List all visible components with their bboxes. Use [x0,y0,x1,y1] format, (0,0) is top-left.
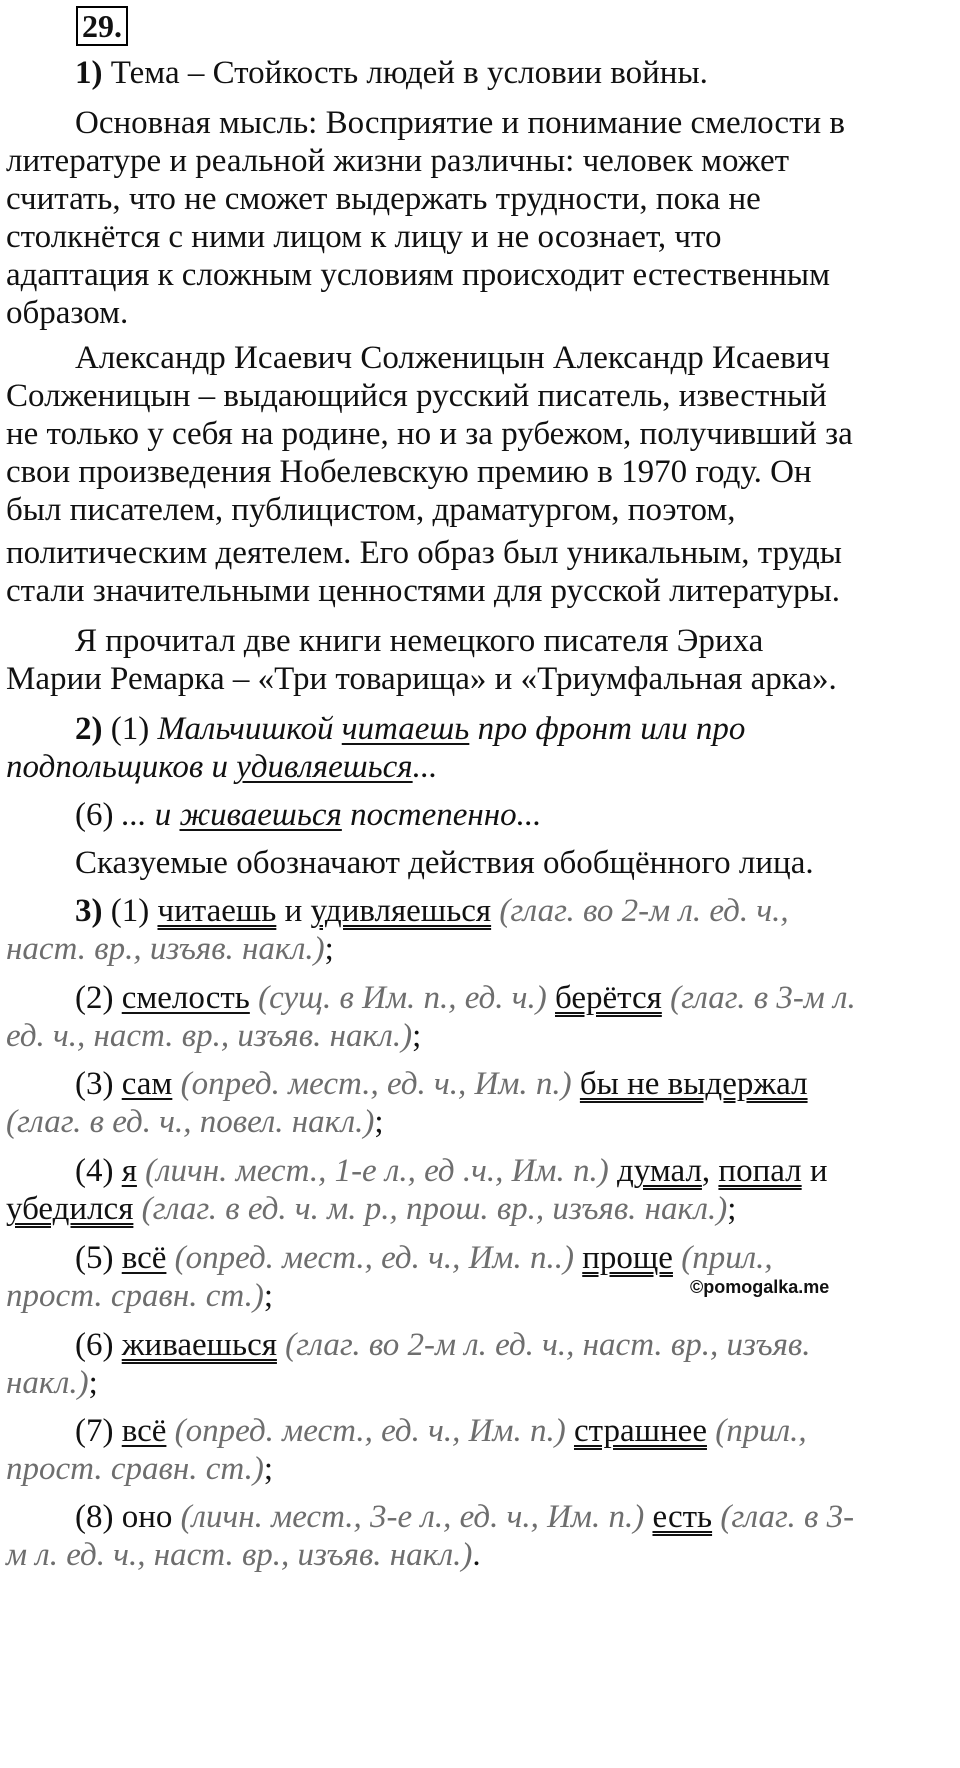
grammar-note: (глаг. в 3-м л. [661,980,856,1016]
parse-item-2-cont: ед. ч., наст. вр., изъяв. накл.); [6,1018,422,1054]
subject: я [121,1153,137,1189]
predicate: проще [582,1240,673,1276]
main-idea-line: литературе и реальной жизни различны: человек может [6,143,790,179]
grammar-note: (личн. мест., 3-е л., ед. ч., Им. п.) [172,1499,653,1535]
predicate: живаешься [179,797,342,833]
predicate: удивляешься [236,749,413,785]
grammar-note: ед. ч., наст. вр., изъяв. накл.) [6,1018,413,1054]
grammar-note: м л. ед. ч., наст. вр., изъяв. накл.) [6,1537,473,1573]
exercise-number: 29. [76,6,128,46]
conclusion-line: Сказуемые обозначают действия обобщённого лица. [75,845,814,881]
predicate: попал [718,1153,802,1189]
predicate: читаешь [157,893,277,929]
author-line: был писателем, публицистом, драматургом, поэтом, [6,492,736,528]
quote-line: (6) ... и живаешься постепенно... [75,797,542,833]
grammar-note: (глаг. во 2-м л. ед. ч., [491,893,789,929]
predicate: живаешься [121,1327,277,1363]
grammar-note: наст. вр., изъяв. накл.) [6,931,325,967]
parse-item-1-cont: наст. вр., изъяв. накл.); [6,931,334,967]
grammar-note: (личн. мест., 1-е л., ед .ч., Им. п.) [136,1153,617,1189]
author-line: не только у себя на родине, но и за рубежом, получивший за [6,416,853,452]
parse-item-8: (8) оно (личн. мест., 3-е л., ед. ч., Им. п.) есть (глаг. в 3- [75,1499,855,1535]
item-label: 3) [75,893,103,929]
main-idea-line: считать, что не сможет выдержать трудности, пока не [6,181,761,217]
main-idea-line: столкнётся с ними лицом к лицу и не осознает, что [6,219,722,255]
grammar-note: (опред. мест., ед. ч., Им. п..) [166,1240,583,1276]
main-idea-line: адаптация к сложным условиям происходит естественным [6,257,830,293]
grammar-note: (опред. мест., ед. ч., Им. п.) [166,1413,574,1449]
author-line: Александр Исаевич Солженицын Александр Исаевич [75,340,831,376]
parse-item-3-cont: (глаг. в ед. ч., повел. накл.); [6,1104,384,1140]
item-label: 1) [75,55,103,91]
predicate: читаешь [341,711,470,747]
grammar-note: (прил., [706,1413,807,1449]
parse-item-6-cont: накл.); [6,1365,98,1401]
books-line: Марии Ремарка – «Три товарища» и «Триумфальная арка». [6,661,837,697]
parse-item-4-cont: убедился (глаг. в ед. ч. м. р., прош. вр., изъяв. накл.); [6,1191,737,1227]
parse-item-5-cont: прост. сравн. ст.); [6,1278,274,1314]
grammar-note: (глаг. в ед. ч. м. р., прош. вр., изъяв. накл.) [133,1191,728,1227]
parse-item-3: (3) сам (опред. мест., ед. ч., Им. п.) бы не выдержал [75,1066,808,1102]
grammar-note: (опред. мест., ед. ч., Им. п.) [172,1066,580,1102]
grammar-note: (глаг. во 2-м л. ед. ч., наст. вр., изъяв. [276,1327,811,1363]
books-line: Я прочитал две книги немецкого писателя Эриха [75,623,764,659]
predicate: бы не выдержал [579,1066,808,1102]
grammar-note: прост. сравн. ст.) [6,1278,264,1314]
grammar-note: (сущ. в Им. п., ед. ч.) [249,980,556,1016]
parse-item-1: 3) (1) читаешь и удивляешься (глаг. во 2-м л. ед. ч., [75,893,789,929]
predicate: думал [617,1153,702,1189]
theme-text: Тема – Стойкость людей в условии войны. [102,55,708,91]
grammar-note: (прил., [672,1240,773,1276]
author-line: политическим деятелем. Его образ был уникальным, труды [6,535,842,571]
parse-item-4: (4) я (личн. мест., 1-е л., ед .ч., Им. п.) думал, попал и [75,1153,828,1189]
grammar-note: накл.) [6,1365,89,1401]
parse-item-8-cont: м л. ед. ч., наст. вр., изъяв. накл.). [6,1537,481,1573]
subject: смелость [121,980,250,1016]
main-idea-line: образом. [6,295,129,331]
subject: сам [121,1066,173,1102]
main-idea-line: Основная мысль: Восприятие и понимание смелости в [75,105,845,141]
predicate: удивляешься [310,893,492,929]
predicate: страшнее [573,1413,707,1449]
predicate: есть [652,1499,713,1535]
parse-item-2: (2) смелость (сущ. в Им. п., ед. ч.) берётся (глаг. в 3-м л. [75,980,856,1016]
predicate: берётся [555,980,662,1016]
author-line: свои произведения Нобелевскую премию в 1970 году. Он [6,454,812,490]
author-line: стали значительными ценностями для русской литературы. [6,573,841,609]
subject: всё [121,1240,167,1276]
parse-item-7: (7) всё (опред. мест., ед. ч., Им. п.) страшнее (прил., [75,1413,807,1449]
quote-line: 2) (1) Мальчишкой читаешь про фронт или про [75,711,746,747]
parse-item-6: (6) живаешься (глаг. во 2-м л. ед. ч., наст. вр., изъяв. [75,1327,811,1363]
subject: всё [121,1413,167,1449]
item-label: 2) [75,711,103,747]
author-line: Солженицын – выдающийся русский писатель, известный [6,378,827,414]
grammar-note: (глаг. в ед. ч., повел. накл.) [6,1104,375,1140]
parse-item-5: (5) всё (опред. мест., ед. ч., Им. п..) проще (прил., [75,1240,773,1276]
grammar-note: прост. сравн. ст.) [6,1451,264,1487]
grammar-note: (глаг. в 3- [712,1499,855,1535]
quote-line: подпольщиков и удивляешься... [6,749,438,785]
parse-item-7-cont: прост. сравн. ст.); [6,1451,274,1487]
theme-line [75,52,708,94]
watermark: ©pomogalka.me [690,1277,830,1297]
predicate: убедился [6,1191,134,1227]
